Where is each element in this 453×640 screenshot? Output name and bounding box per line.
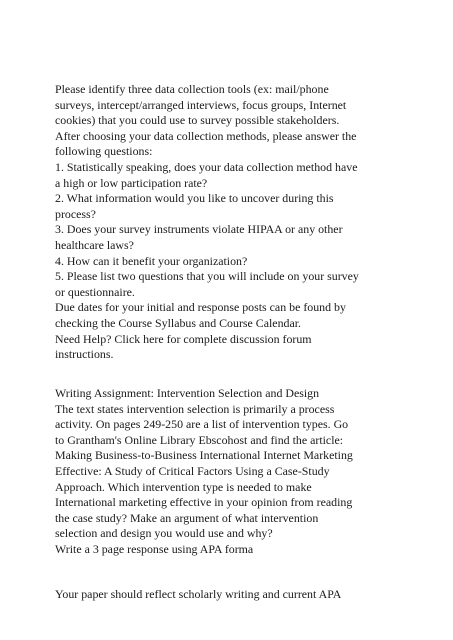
- text-line: International marketing effective in your opinion from reading: [55, 495, 353, 510]
- text-line: Please identify three data collection tools (ex: mail/phone: [55, 82, 329, 96]
- text-line: a high or low participation rate?: [55, 175, 208, 190]
- text-line: Making Business-to-Business International Internet Marketing: [55, 448, 353, 463]
- discussion-prompt: [55, 82, 405, 363]
- text-line: Need Help? Click here for complete discussion forum: [55, 331, 312, 346]
- text-line: 5. Please list two questions that you will include on your survey: [55, 269, 359, 284]
- text-line: Approach. Which intervention type is needed to make: [55, 479, 312, 494]
- text-line: cookies) that you could use to survey possible stakeholders.: [55, 113, 340, 128]
- text-line: 3. Does your survey instruments violate HIPAA or any other: [55, 222, 343, 237]
- text-line: the case study? Make an argument of what intervention: [55, 510, 319, 525]
- text-line: healthcare laws?: [55, 237, 134, 252]
- text-line: activity. On pages 249-250 are a list of intervention types. Go: [55, 417, 349, 432]
- text-line: The text states intervention selection is primarily a process: [55, 401, 335, 416]
- text-line: following questions:: [55, 144, 153, 159]
- text-line: Effective: A Study of Critical Factors Using a Case-Study: [55, 463, 330, 478]
- text-line: surveys, intercept/arranged interviews, focus groups, Internet: [55, 97, 347, 112]
- assignment-title: Writing Assignment: Intervention Selection and Design: [55, 386, 320, 400]
- text-line: checking the Course Syllabus and Course Calendar.: [55, 315, 302, 330]
- text-line: Due dates for your initial and response posts can be found by: [55, 300, 346, 315]
- text-line: to Grantham's Online Library Ebscohost and find the article:: [55, 432, 344, 447]
- text-line: Write a 3 page response using APA forma: [55, 541, 254, 556]
- text-line: 2. What information would you like to uncover during this: [55, 191, 334, 206]
- text-line: process?: [55, 206, 96, 221]
- paper-requirements: [55, 587, 405, 603]
- text-line: After choosing your data collection methods, please answer the: [55, 128, 357, 143]
- writing-assignment: [55, 386, 405, 558]
- text-line: instructions.: [55, 347, 114, 362]
- text-line: 4. How can it benefit your organization?: [55, 253, 248, 268]
- text-line: 1. Statistically speaking, does your data collection method have: [55, 159, 358, 174]
- text-line: or questionnaire.: [55, 284, 135, 299]
- text-line: selection and design you would use and why?: [55, 526, 273, 541]
- text-line: Your paper should reflect scholarly writing and current APA: [55, 587, 342, 601]
